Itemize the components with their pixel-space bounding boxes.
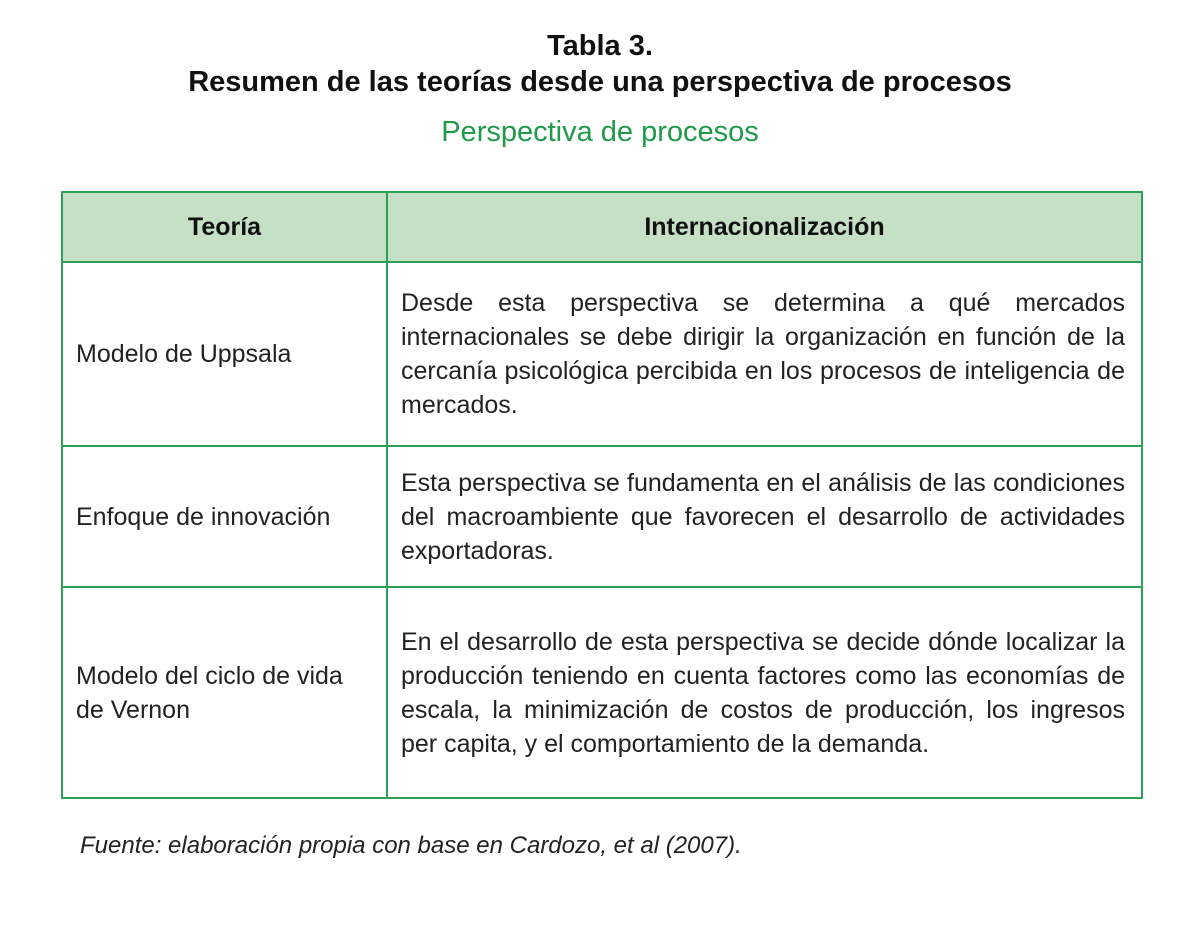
column-header-internationalization: Internacionalización: [387, 192, 1142, 262]
theories-table: [61, 191, 1143, 799]
table-caption: [0, 28, 1200, 150]
theory-description-cell: Desde esta perspectiva se determina a qué mercados internacionales se debe dirigir la organización en función de la cercanía psicológica percibida en los procesos de inteligencia de mercados.: [387, 262, 1142, 446]
table-header-row: [62, 192, 1142, 262]
theory-description-cell: En el desarrollo de esta perspectiva se decide dónde localizar la producción teniendo en cuenta factores como las economías de escala, la minimización de costos de producción, los ingresos per capita, y el comportamiento de la demanda.: [387, 587, 1142, 798]
theory-name-cell: Enfoque de innovación: [62, 446, 387, 587]
source-note: Fuente: elaboración propia con base en Cardozo, et al (2007).: [80, 832, 742, 859]
theory-name-cell: Modelo de Uppsala: [62, 262, 387, 446]
theory-name-cell: Modelo del ciclo de vida de Vernon: [62, 587, 387, 798]
table-subtitle: Perspectiva de procesos: [441, 116, 759, 148]
table-row: [62, 446, 1142, 587]
table-row: [62, 587, 1142, 798]
theory-description-cell: Esta perspectiva se fundamenta en el análisis de las condiciones del macroambiente que favorecen el desarrollo de actividades exportadoras.: [387, 446, 1142, 587]
table-row: [62, 262, 1142, 446]
column-header-theory: Teoría: [62, 192, 387, 262]
table-number: Tabla 3.: [547, 30, 653, 62]
table-title: Resumen de las teorías desde una perspectiva de procesos: [188, 66, 1012, 98]
